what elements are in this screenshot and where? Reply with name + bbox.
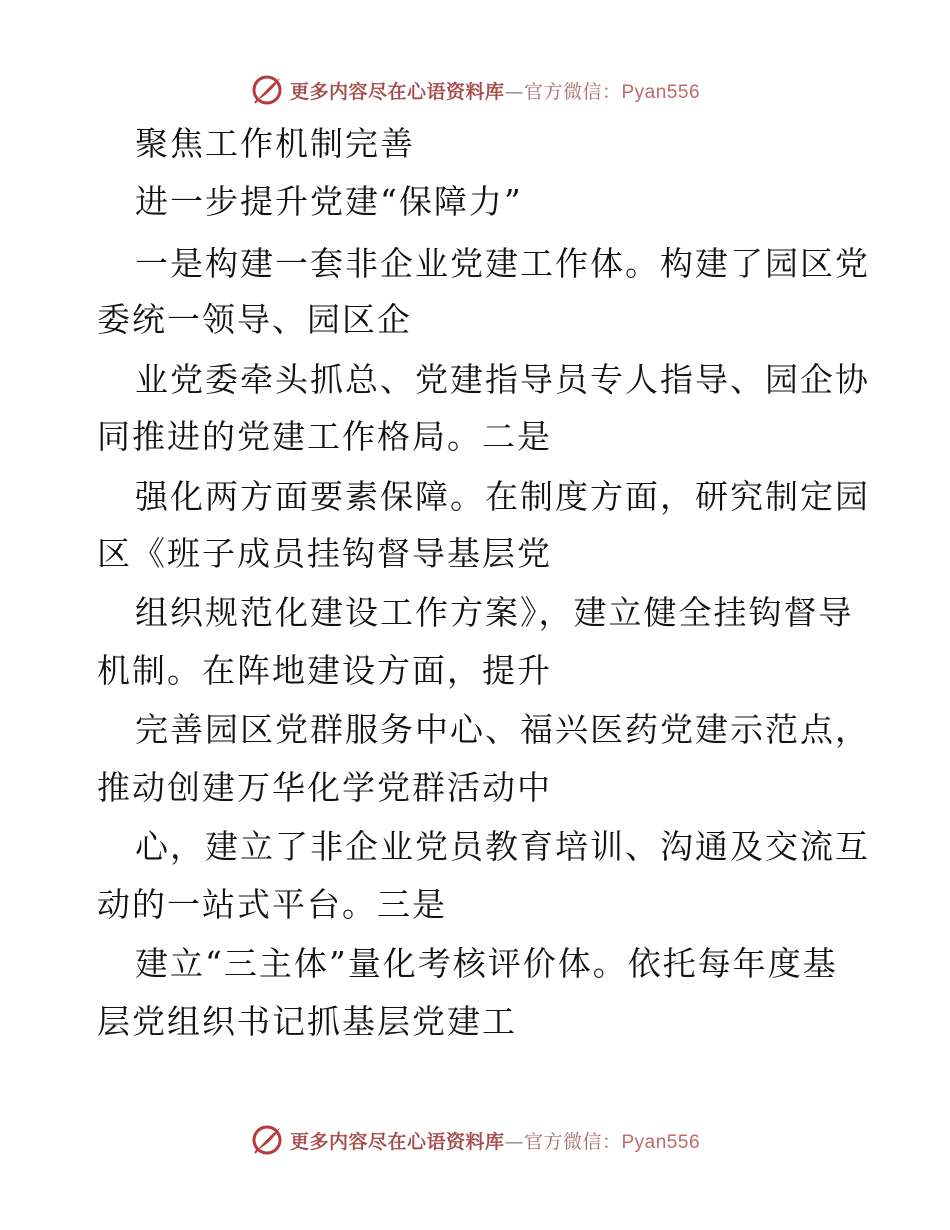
body-line: 区《班子成员挂钩督导基层党 bbox=[97, 534, 552, 573]
quill-pen-circle-icon bbox=[250, 73, 284, 107]
quill-pen-circle-icon bbox=[250, 1123, 284, 1157]
footer-wechat-id: Pyan556 bbox=[621, 1131, 701, 1153]
body-line: 动的一站式平台。三是 bbox=[97, 885, 447, 924]
body-line: 完善园区党群服务中心、福兴医药党建示范点， bbox=[135, 710, 870, 749]
body-line: 聚焦工作机制完善 bbox=[135, 124, 415, 163]
footer-separator: — bbox=[504, 1130, 524, 1153]
body-line: 进一步提升党建“保障力” bbox=[135, 182, 523, 221]
header-wechat-id: Pyan556 bbox=[621, 81, 701, 103]
body-line: 委统一领导、园区企 bbox=[97, 300, 412, 339]
footer-wechat-label: 官方微信： bbox=[523, 1130, 622, 1153]
body-line: 强化两方面要素保障。在制度方面，研究制定园 bbox=[135, 477, 870, 516]
body-line: 心，建立了非企业党员教育培训、沟通及交流互 bbox=[135, 827, 870, 866]
header-separator: — bbox=[504, 80, 524, 103]
header-site-name: 更多内容尽在心语资料库 bbox=[289, 80, 505, 103]
footer-site-name: 更多内容尽在心语资料库 bbox=[289, 1130, 505, 1153]
body-line: 一是构建一套非企业党建工作体。构建了园区党 bbox=[135, 244, 870, 283]
body-line: 同推进的党建工作格局。二是 bbox=[97, 417, 552, 456]
body-line: 机制。在阵地建设方面，提升 bbox=[97, 651, 552, 690]
footer-banner bbox=[0, 1120, 950, 1160]
body-line: 组织规范化建设工作方案》，建立健全挂钩督导 bbox=[135, 593, 854, 632]
body-line: 业党委牵头抓总、党建指导员专人指导、园企协 bbox=[135, 360, 870, 399]
body-line: 层党组织书记抓基层党建工 bbox=[97, 1002, 517, 1041]
body-line: 推动创建万华化学党群活动中 bbox=[97, 768, 552, 807]
header-wechat-label: 官方微信： bbox=[523, 80, 622, 103]
body-line: 建立“三主体”量化考核评价体。依托每年度基 bbox=[135, 944, 838, 983]
header-banner bbox=[0, 70, 950, 110]
